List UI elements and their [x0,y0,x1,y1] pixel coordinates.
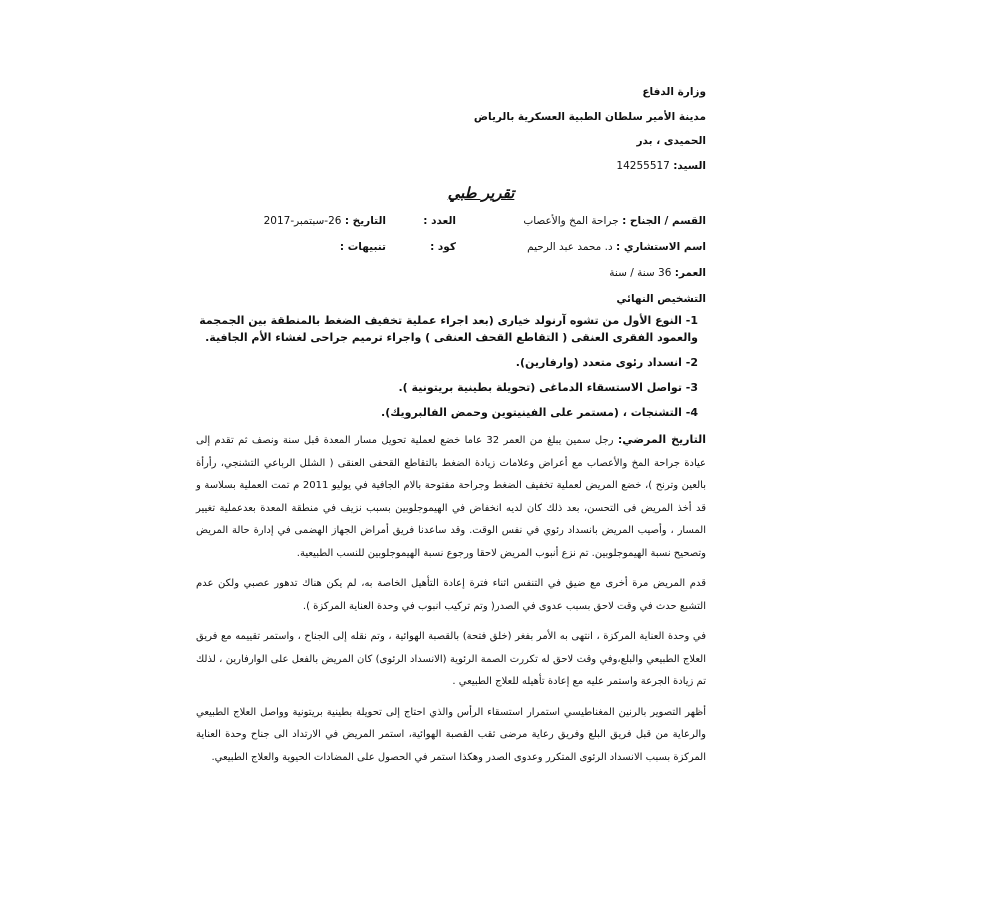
consultant-field [456,234,706,260]
history-label: التاريخ المرضي: [617,433,706,446]
diagnosis-item: 1- النوع الأول من تشوه آرنولد خيارى (بعد اجراء عملية تخفيف الضغط بالمنطقة بين الجمجمة والعمود الفقرى العنقى ( التقاطع القحف العنقى ) واجراء ترميم جراحى لغشاء الأم الجافية. [199,314,698,344]
patient-id [196,154,706,179]
age-value: 36 سنة / سنة [609,267,672,279]
history-paragraph-2: قدم المريض مرة أخرى مع ضيق في التنفس اثناء فترة إعادة التأهيل الخاصة به، لم يكن هناك تدهور عصبي ولكن عدم التشبع حدث في وقت لاحق بسبب عدوى في الصدر( وتم تركيب انبوب في وحدة العناية المركزة ). [196,578,706,612]
diagnosis-item: 4- التشنجات ، (مستمر على الفينيتوين وحمض الفالبرويك). [381,406,698,419]
medical-report [196,80,706,777]
history-text: رجل سمين يبلغ من العمر 32 عاما خضع لعملية تحويل مسار المعدة قبل سنة ونصف ثم تقدم إلى عيادة جراحة المخ والأعصاب مع أعراض وعلامات زيادة الضغط بالتقاطع القحفى العنقى ( الشلل الرباعي التشنجي، رأرأة بالعين وترنح )، خضع المريض لعملية تخفيف الضغط وجراحة مفتوحة بالام الجافية في يوليو 2011 م تمت العملية بسلاسة و قد أخذ المريض فى التحسن، بعد ذلك كان لديه انخفاض في الهيموجلوبين بسبب نزيف في منطقة المعدة بعدعملية تغيير المسار ، وأصيب المريض بانسداد رئوي في نفس الوقت. وقد ساعدنا فريق أمراض الجهاز الهضمى في إدارة حالة المريض وتصحيح نسبة الهيموجلوبين. تم نزع أنبوب المريض لاحقا ورجوع نسبة الهيموجلوبين للنسب الطبيعية. [196,435,706,559]
date-label: التاريخ : [344,215,386,227]
patient-id-value: 14255517 [616,159,670,172]
history-paragraph-4: أظهر التصوير بالرنين المغناطيسي استمرار استسقاء الرأس والذي احتاج إلى تحويلة بطينية بريتونية وواصل العلاج الطبيعي والرعاية من قبل فريق البلع وفريق رعاية مرضى ثقب القصبة الهوائية، استمر المريض في الارتداد الى جناح وحدة العناية المركزة بسبب الانسداد الرئوى المتكرر وعدوى الصدر وهكذا استمر في الحصول على المضادات الحيوية والعلاج الطبيعي. [196,706,706,763]
history-paragraph [196,429,706,565]
code-label: كود : [430,241,456,253]
department-row [196,208,706,234]
diagnosis-heading: التشخيص النهائي [616,293,706,305]
diagnosis-item: 2- انسداد رئوى متعدد (وارفارين). [515,356,698,369]
consultant-value: د. محمد عبد الرحيم [527,241,613,253]
ministry-name: وزارة الدفاع [642,86,706,98]
department-label: القسم / الجناح : [622,215,706,227]
notes-label: تنبيهات : [339,241,386,253]
consultant-row [196,234,706,260]
history-paragraph-3: في وحدة العناية المركزة ، انتهى به الأمر بفغر (خلق فتحة) بالقصبة الهوائية ، وتم نقله إلى الجناح ، واستمر تقييمه مع فريق العلاج الطبيعي والبلع،وفي وقت لاحق له تكررت الصمة الرئوية (الانسداد الرئوى) كان المريض بالفعل على الوارفارين ، لذلك تم زيادة الجرعة واستمر عليه مع إعادة تأهيله للعلاج الطبيعي . [196,631,706,687]
date-field [196,208,386,234]
number-label: العدد : [423,215,456,227]
hospital-name: مدينة الأمير سلطان الطبية العسكرية بالرياض [473,110,706,123]
age-label: العمر: [674,267,706,279]
report-title: تقرير طبي [447,184,515,202]
date-value: 26-سبتمبر-2017 [263,215,342,227]
age-field [196,260,706,286]
diagnosis-item: 3- تواصل الاستسقاء الدماغى (تحويلة بطينية بريتونية ). [398,381,698,394]
department-value: جراحة المخ والأعصاب [523,215,619,227]
report-title-row [196,178,706,208]
patient-name: الحميدى ، بدر [636,135,706,147]
consultant-label: اسم الاستشاري : [616,241,706,253]
patient-id-label: السيد: [673,159,706,172]
department-field [456,208,706,234]
